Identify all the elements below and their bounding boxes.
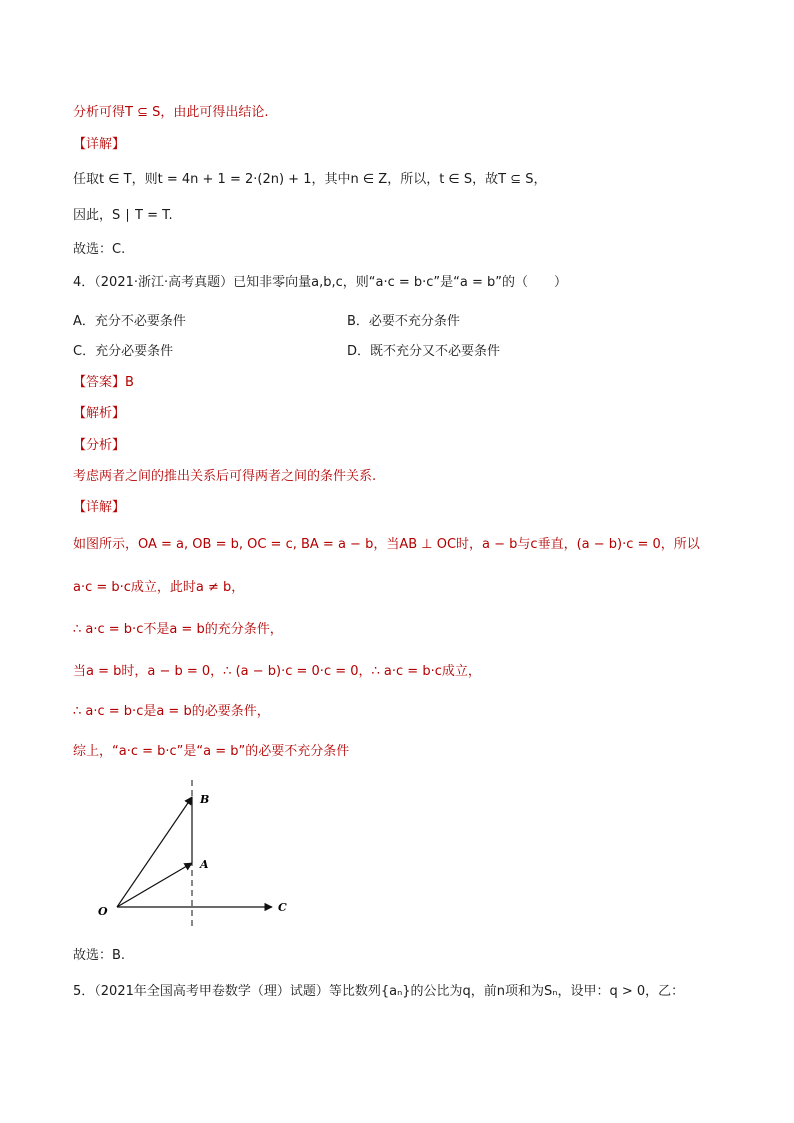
line-summary: 综上，“a·c = b·c”是“a = b”的必要不充分条件 — [73, 744, 350, 759]
line-choice-b: 故选：B. — [73, 948, 126, 963]
line-therefore: 因此，S ∣ T = T. — [73, 208, 173, 223]
question-4: 4．（2021·浙江·高考真题）已知非零向量a,b,c，则“a·c = b·c”是“a = b”的（ ） — [73, 275, 568, 290]
vector-diagram — [90, 775, 330, 945]
option-d: D．既不充分又不必要条件 — [347, 344, 501, 359]
line-choice-c: 故选：C. — [73, 242, 126, 257]
label-b: B — [200, 793, 210, 806]
option-c: C．充分必要条件 — [73, 344, 174, 359]
option-b: B．必要不充分条件 — [347, 314, 460, 329]
explanation-heading: 【解析】 — [73, 406, 126, 421]
line-vectors-setup: 如图所示，OA = a, OB = b, OC = c, BA = a − b，当AB ⊥ OC时，a − b与c垂直，(a − b)·c = 0，所以 — [73, 537, 700, 552]
option-a: A．充分不必要条件 — [73, 314, 186, 329]
vector-ob — [117, 797, 192, 907]
section-detail-heading: 【详解】 — [73, 137, 126, 152]
label-c: C — [278, 901, 287, 914]
label-a: A — [200, 858, 209, 871]
line-proof: 任取t ∈ T，则t = 4n + 1 = 2·(2n) + 1，其中n ∈ Z，所以，t ∈ S，故T ⊆ S， — [73, 172, 547, 187]
line-not-sufficient: ∴ a·c = b·c不是a = b的充分条件， — [73, 622, 283, 637]
line-analysis: 考虑两者之间的推出关系后可得两者之间的条件关系. — [73, 469, 377, 484]
line-when-equal: 当a = b时，a − b = 0，∴ (a − b)·c = 0·c = 0，∴ a·c = b·c成立， — [73, 664, 481, 679]
label-o: O — [98, 905, 108, 918]
line-holds: a·c = b·c成立，此时a ≠ b， — [73, 580, 245, 595]
question-5: 5．（2021年全国高考甲卷数学（理）试题）等比数列{aₙ}的公比为q，前n项和为Sₙ，设甲：q > 0，乙： — [73, 984, 685, 999]
detail-heading: 【详解】 — [73, 500, 126, 515]
line-analysis-conclusion: 分析可得T ⊆ S，由此可得出结论. — [73, 105, 269, 120]
line-necessary: ∴ a·c = b·c是a = b的必要条件， — [73, 704, 270, 719]
analysis-heading: 【分析】 — [73, 438, 126, 453]
answer-heading: 【答案】B — [73, 375, 134, 390]
vector-oa — [117, 863, 192, 907]
